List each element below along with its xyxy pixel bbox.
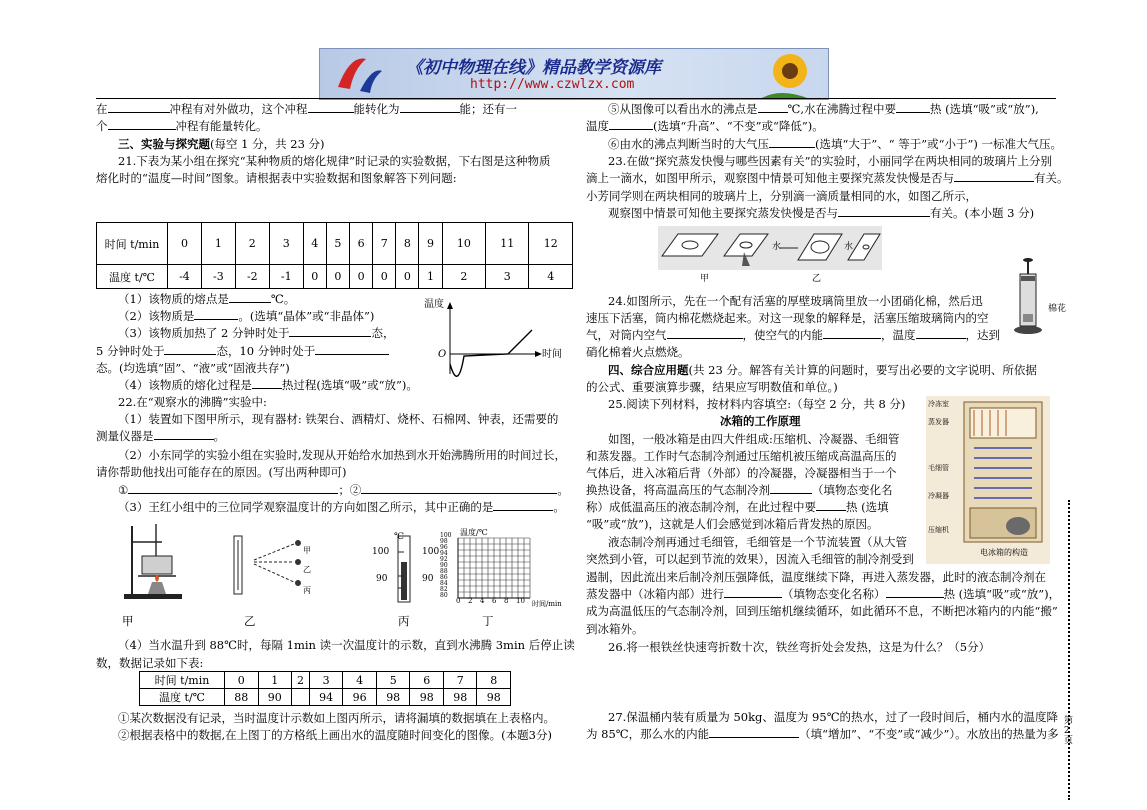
q23-water-label-2: 水 [844, 242, 854, 252]
q22-1b: 测量仪器是 。 [96, 429, 225, 443]
yi-label-yi: 乙 [303, 565, 311, 574]
figure-yi-directions [206, 530, 316, 596]
q23-fig-jia: 甲 [700, 274, 710, 284]
r-line-3: ⑥由水的沸点判断当时的大气压 (选填“大于”、“ 等于”或“小于”) 一标准大气压。 [608, 137, 1063, 151]
grid-xtick: 6 [492, 597, 497, 605]
q25-p3: 气体后，进入冰箱后背（外部）的冷凝器，冷凝器相当于一个 [586, 466, 897, 480]
q27-1: 27.保温桶内装有质量为 50kg、温度为 95℃的热水，过了一段时间后，桶内水的温度降 [608, 710, 1059, 724]
q23-1: 23.在做“探究蒸发快慢与哪些因素有关”的实验时，小丽同学在两块相同的玻璃片上分别 [608, 154, 1053, 168]
q22-3: （3）王红小组中的三位同学观察温度计的方向如图乙所示，其中正确的是 。 [118, 500, 565, 514]
fridge-label-freezer: 冷冻室 [928, 400, 949, 408]
q25-p1: 如图，一般冰箱是由四大件组成:压缩机、冷凝器、毛细管 [608, 432, 900, 446]
q21-f: （4）该物质的熔化过程是 热过程(选填“吸”或“放”)。 [118, 378, 418, 392]
page-number: 第2页 [1064, 716, 1074, 746]
q23-4: 观察图中情景可知他主要探究蒸发快慢是否与 有关。(本小题 3 分) [608, 206, 1035, 220]
graph1-origin: O [438, 349, 447, 360]
fig-label-bing: 丙 [398, 614, 410, 628]
q21-c: （3）该物质加热了 2 分钟时处于 态， [118, 326, 395, 340]
thermo-90-right: 90 [422, 574, 434, 584]
q24-1: 24.如图所示，先在一个配有活塞的厚壁玻璃筒里放一小团硝化棉，然后迅 [608, 294, 983, 308]
q25-p10: 蒸发器中（冰箱内部）进行 （填物态变化名称） 热 (选填“吸”或“放”)， [586, 587, 1061, 601]
q25-title: 冰箱的工作原理 [720, 414, 801, 428]
q24-2: 速压下活塞，筒内棉花燃烧起来。对这一现象的解释是，活塞压缩玻璃筒内的空 [586, 311, 989, 325]
intro-line-1: 在 冲程有对外做功，这个冲程 能转化为 能；还有一 [96, 102, 517, 116]
grid-xtick: 4 [480, 597, 485, 605]
yi-label-jia: 甲 [303, 546, 311, 555]
fig-label-jia: 甲 [122, 614, 134, 628]
q22-1a: （1）装置如下图甲所示，现有器材: 铁架台、酒精灯、烧杯、石棉网、钟表，还需要的 [118, 412, 559, 426]
q27-2: 为 85℃，那么水的内能 （填“增加”、“不变”或“减少”）。水放出的热量为多 [586, 727, 1059, 741]
thermo-100-left: 100 [372, 547, 390, 557]
piston-cylinder-figure [1012, 256, 1046, 336]
intro-line-2: 个 冲程有能量转化。 [96, 119, 268, 133]
figure-ding-grid [454, 536, 534, 602]
r-line-2: 温度 (选填“升高”、“不变”或“降低”)。 [586, 119, 824, 133]
table1-temp-row: 温度 t/℃ -4 -3 -2 -1 0 0 0 0 0 1 2 3 4 [97, 265, 573, 289]
header-banner [319, 48, 829, 100]
grid-ytick: 82 [440, 586, 448, 593]
melting-data-table [96, 222, 573, 289]
grid-ytick: 80 [440, 592, 448, 599]
table2-temp-row: 温度 t/℃ 88 90 94 96 98 98 98 98 [140, 689, 511, 706]
r-line-1: ⑤从图像可以看出水的沸点是 ℃,水在沸腾过程中要 热 (选填“吸”或“放”), [608, 102, 1039, 116]
q25-p7: 液态制冷剂再通过毛细管，毛细管是一个节流装置（从大管 [608, 535, 907, 549]
binding-line [1068, 500, 1070, 800]
grid-ytick: 88 [440, 568, 448, 575]
q22-5: ①某次数据没有记录，当时温度计示数如上图丙所示，请将漏填的数据填在上表格内。 [118, 711, 555, 725]
boiling-data-table [139, 671, 511, 706]
grid-ytick: 84 [440, 580, 448, 587]
grid-ytick: 90 [440, 562, 448, 569]
grid-ytick: 100 [440, 532, 452, 539]
header-rule [96, 98, 1056, 99]
grid-xtick: 8 [504, 597, 509, 605]
q26: 26.将一根铁丝快速弯折数十次，铁丝弯折处会发热，这是为什么？（5分） [608, 640, 991, 654]
q25-p2: 和蒸发器。工作时气态制冷剂通过压缩机被压缩成高温高压的 [586, 449, 897, 463]
grid-xlabel: 时间/min [532, 600, 562, 608]
thermo-unit: ℃ [394, 532, 405, 542]
grid-xtick: 10 [516, 597, 525, 605]
section3-header: 三、实验与探究题(每空 1 分，共 23 分) [118, 137, 325, 151]
q22-2b: 请你帮助他找出可能存在的原因。(写出两种即可) [96, 465, 347, 479]
q25-intro: 25.阅读下列材料，按材料内容填空:（每空 2 分，共 8 分) [608, 397, 906, 411]
q23-water-label-1: 水 [772, 242, 782, 252]
q24-3: 气，对筒内空气 ，使空气的内能 ，温度 ，达到 [586, 328, 1000, 342]
q21-b: （2）该物质是 。(选填“晶体”或“非晶体”) [118, 309, 375, 323]
q22-4a: （4）当水温升到 88℃时，每隔 1min 读一次温度计的示数，直到水沸腾 3min 后停止读 [118, 638, 575, 652]
fridge-caption: 电冰箱的构造 [980, 548, 1028, 557]
fridge-figure [926, 396, 1050, 564]
grid-ytick: 92 [440, 556, 448, 563]
q22-6: ②根据表格中的数据,在上图丁的方格纸上画出水的温度随时间变化的图像。(本题3分) [118, 728, 552, 742]
q21-a: （1）该物质的熔点是 ℃。 [118, 292, 296, 306]
grid-ytick: 94 [440, 550, 448, 557]
grid-ytick: 96 [440, 544, 448, 551]
grid-ytick: 98 [440, 538, 448, 545]
q25-p12: 到冰箱外。 [586, 622, 644, 636]
q25-p6: “吸”或“放”)，这就是人们会感觉到冰箱后背发热的原因。 [586, 517, 879, 531]
section4-header: 四、综合应用题(共 23 分。解答有关计算的问题时，要写出必要的文字说明、所依据 [608, 363, 1037, 377]
fig-label-ding: 丁 [482, 614, 494, 628]
q23-3: 小芳同学则在两块相同的玻璃片上，分别滴一滴质量相同的水，如图乙所示， [586, 189, 977, 203]
q23-2: 滴上一滴水，如图甲所示，观察图中情景可知他主要探究蒸发快慢是否与 有关。 [586, 171, 1069, 185]
fig-label-yi: 乙 [244, 614, 256, 628]
q22-2a: （2）小东同学的实验小组在实验时,发现从开始给水加热到水开始沸腾所用的时间过长， [118, 448, 566, 462]
q25-p11: 成为高温低压的气态制冷剂，回到压缩机继续循环，如此循环不息，不断把冰箱内的内能“搬” [586, 604, 1058, 618]
graph1-xlabel: 时间 [542, 349, 562, 360]
fridge-label-capillary: 毛细管 [928, 464, 949, 472]
graph1-ylabel: 温度 [424, 299, 444, 310]
q25-p8: 突然到小管，可以起到节流的效果），因流入毛细管的制冷剂受到 [586, 552, 914, 566]
q25-p5: 称）成低温高压的液态制冷剂，在此过程中要 热 (选填 [586, 500, 889, 514]
grid-xtick: 0 [456, 597, 461, 605]
section4-note: 的公式、重要演算步骤，结果应写明数值和单位。) [586, 380, 838, 394]
grid-ytick: 86 [440, 574, 448, 581]
fridge-label-evaporator: 蒸发器 [928, 418, 949, 426]
q22-title: 22.在“观察水的沸腾”实验中: [118, 395, 267, 409]
thermo-100-right: 100 [422, 547, 440, 557]
fridge-label-condenser: 冷凝器 [928, 492, 949, 500]
q21-line-1: 21.下表为某小组在探究“某种物质的熔化规律”时记录的实验数据，下右图是这种物质 [118, 154, 551, 168]
fridge-label-compressor: 压缩机 [928, 526, 949, 534]
q21-d: 5 分钟时处于 态，10 分钟时处于 [96, 342, 389, 360]
q23-fig-yi: 乙 [812, 274, 822, 284]
grid-xtick: 2 [468, 597, 473, 605]
table2-time-row: 时间 t/min 0 1 2 3 4 5 6 7 8 [140, 672, 511, 689]
q25-p9: 遏制，因此流出来后制冷剂压强降低，温度继续下降，再进入蒸发器，此时的液态制冷剂在 [586, 570, 1046, 584]
figure-jia-apparatus [118, 520, 186, 602]
banner-title: 《初中物理在线》精品教学资源库 [406, 58, 661, 78]
grid-ylabel: 温度/℃ [460, 528, 488, 537]
yi-label-bing: 丙 [303, 586, 311, 595]
q21-e: 态。(均选填“固”、“液”或“固液共存”) [96, 361, 290, 375]
q21-line-2: 熔化时的“温度—时间”图象。请根据表中实验数据和图象解答下列问题: [96, 171, 457, 185]
q22-2c: ① ；② 。 [118, 483, 569, 497]
q23-figure [658, 226, 882, 270]
q25-p4: 换热设备，将高温高压的气态制冷剂 （填物态变化名 [586, 483, 893, 497]
thermo-90-left: 90 [376, 574, 388, 584]
cotton-label: 棉花 [1048, 304, 1067, 314]
q22-4b: 数，数据记录如下表: [96, 656, 204, 670]
table1-time-row: 时间 t/min 0 1 2 3 4 5 6 7 8 9 10 11 12 [97, 223, 573, 265]
q24-4: 硝化棉着火点燃烧。 [586, 345, 690, 359]
banner-url: http://www.czwlzx.com [470, 77, 635, 92]
